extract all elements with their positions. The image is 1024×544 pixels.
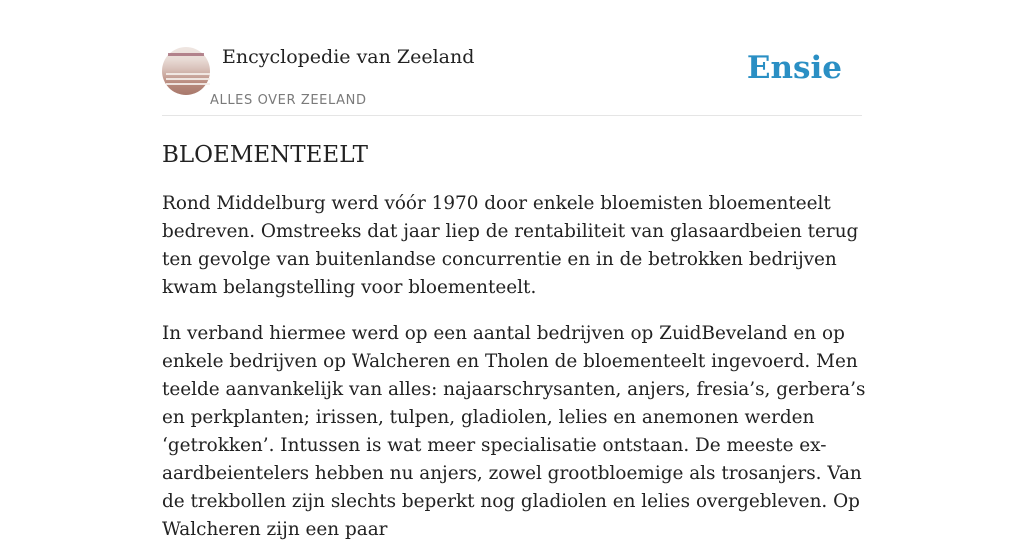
avatar-decor bbox=[168, 53, 204, 56]
avatar-decor bbox=[166, 83, 210, 85]
site-logo-avatar[interactable] bbox=[162, 47, 210, 95]
article-paragraph: Rond Middelburg werd vóór 1970 door enkele bloemisten bloementeelt bedreven. Omstreeks dat jaar liep de rentabiliteit van glasaardbeien terug ten gevolge van buitenlandse concurrentie en in de betrokken bedrijven kwam belangstelling voor bloementeelt. bbox=[162, 193, 859, 298]
article-title: BLOEMENTEELT bbox=[162, 142, 368, 168]
article bbox=[162, 140, 866, 544]
site-header bbox=[162, 44, 862, 116]
article-paragraph: In verband hiermee werd op een aantal bedrijven op ZuidBeveland en op enkele bedrijven op Walcheren en Tholen de bloementeelt ingevoerd. Men teelde aanvankelijk van alles: najaarschrysanten, anjers, fresia’s, gerbera’s en perkplanten; irissen, tulpen, gladiolen, lelies en anemonen werden ‘getrokken’. Intussen is wat meer specialisatie ontstaan. De meeste ex-aardbeientelers hebben nu anjers, zowel grootbloemige als trosanjers. Van de trekbollen zijn slechts beperkt nog gladiolen en lelies overgebleven. Op Walcheren zijn een paar bbox=[162, 323, 866, 540]
ensie-brand-logo[interactable]: Ensie bbox=[746, 50, 842, 86]
site-title[interactable]: Encyclopedie van Zeeland bbox=[222, 46, 475, 68]
site-subtitle: ALLES OVER ZEELAND bbox=[210, 93, 367, 108]
avatar-decor bbox=[166, 73, 210, 75]
avatar-decor bbox=[166, 78, 210, 80]
